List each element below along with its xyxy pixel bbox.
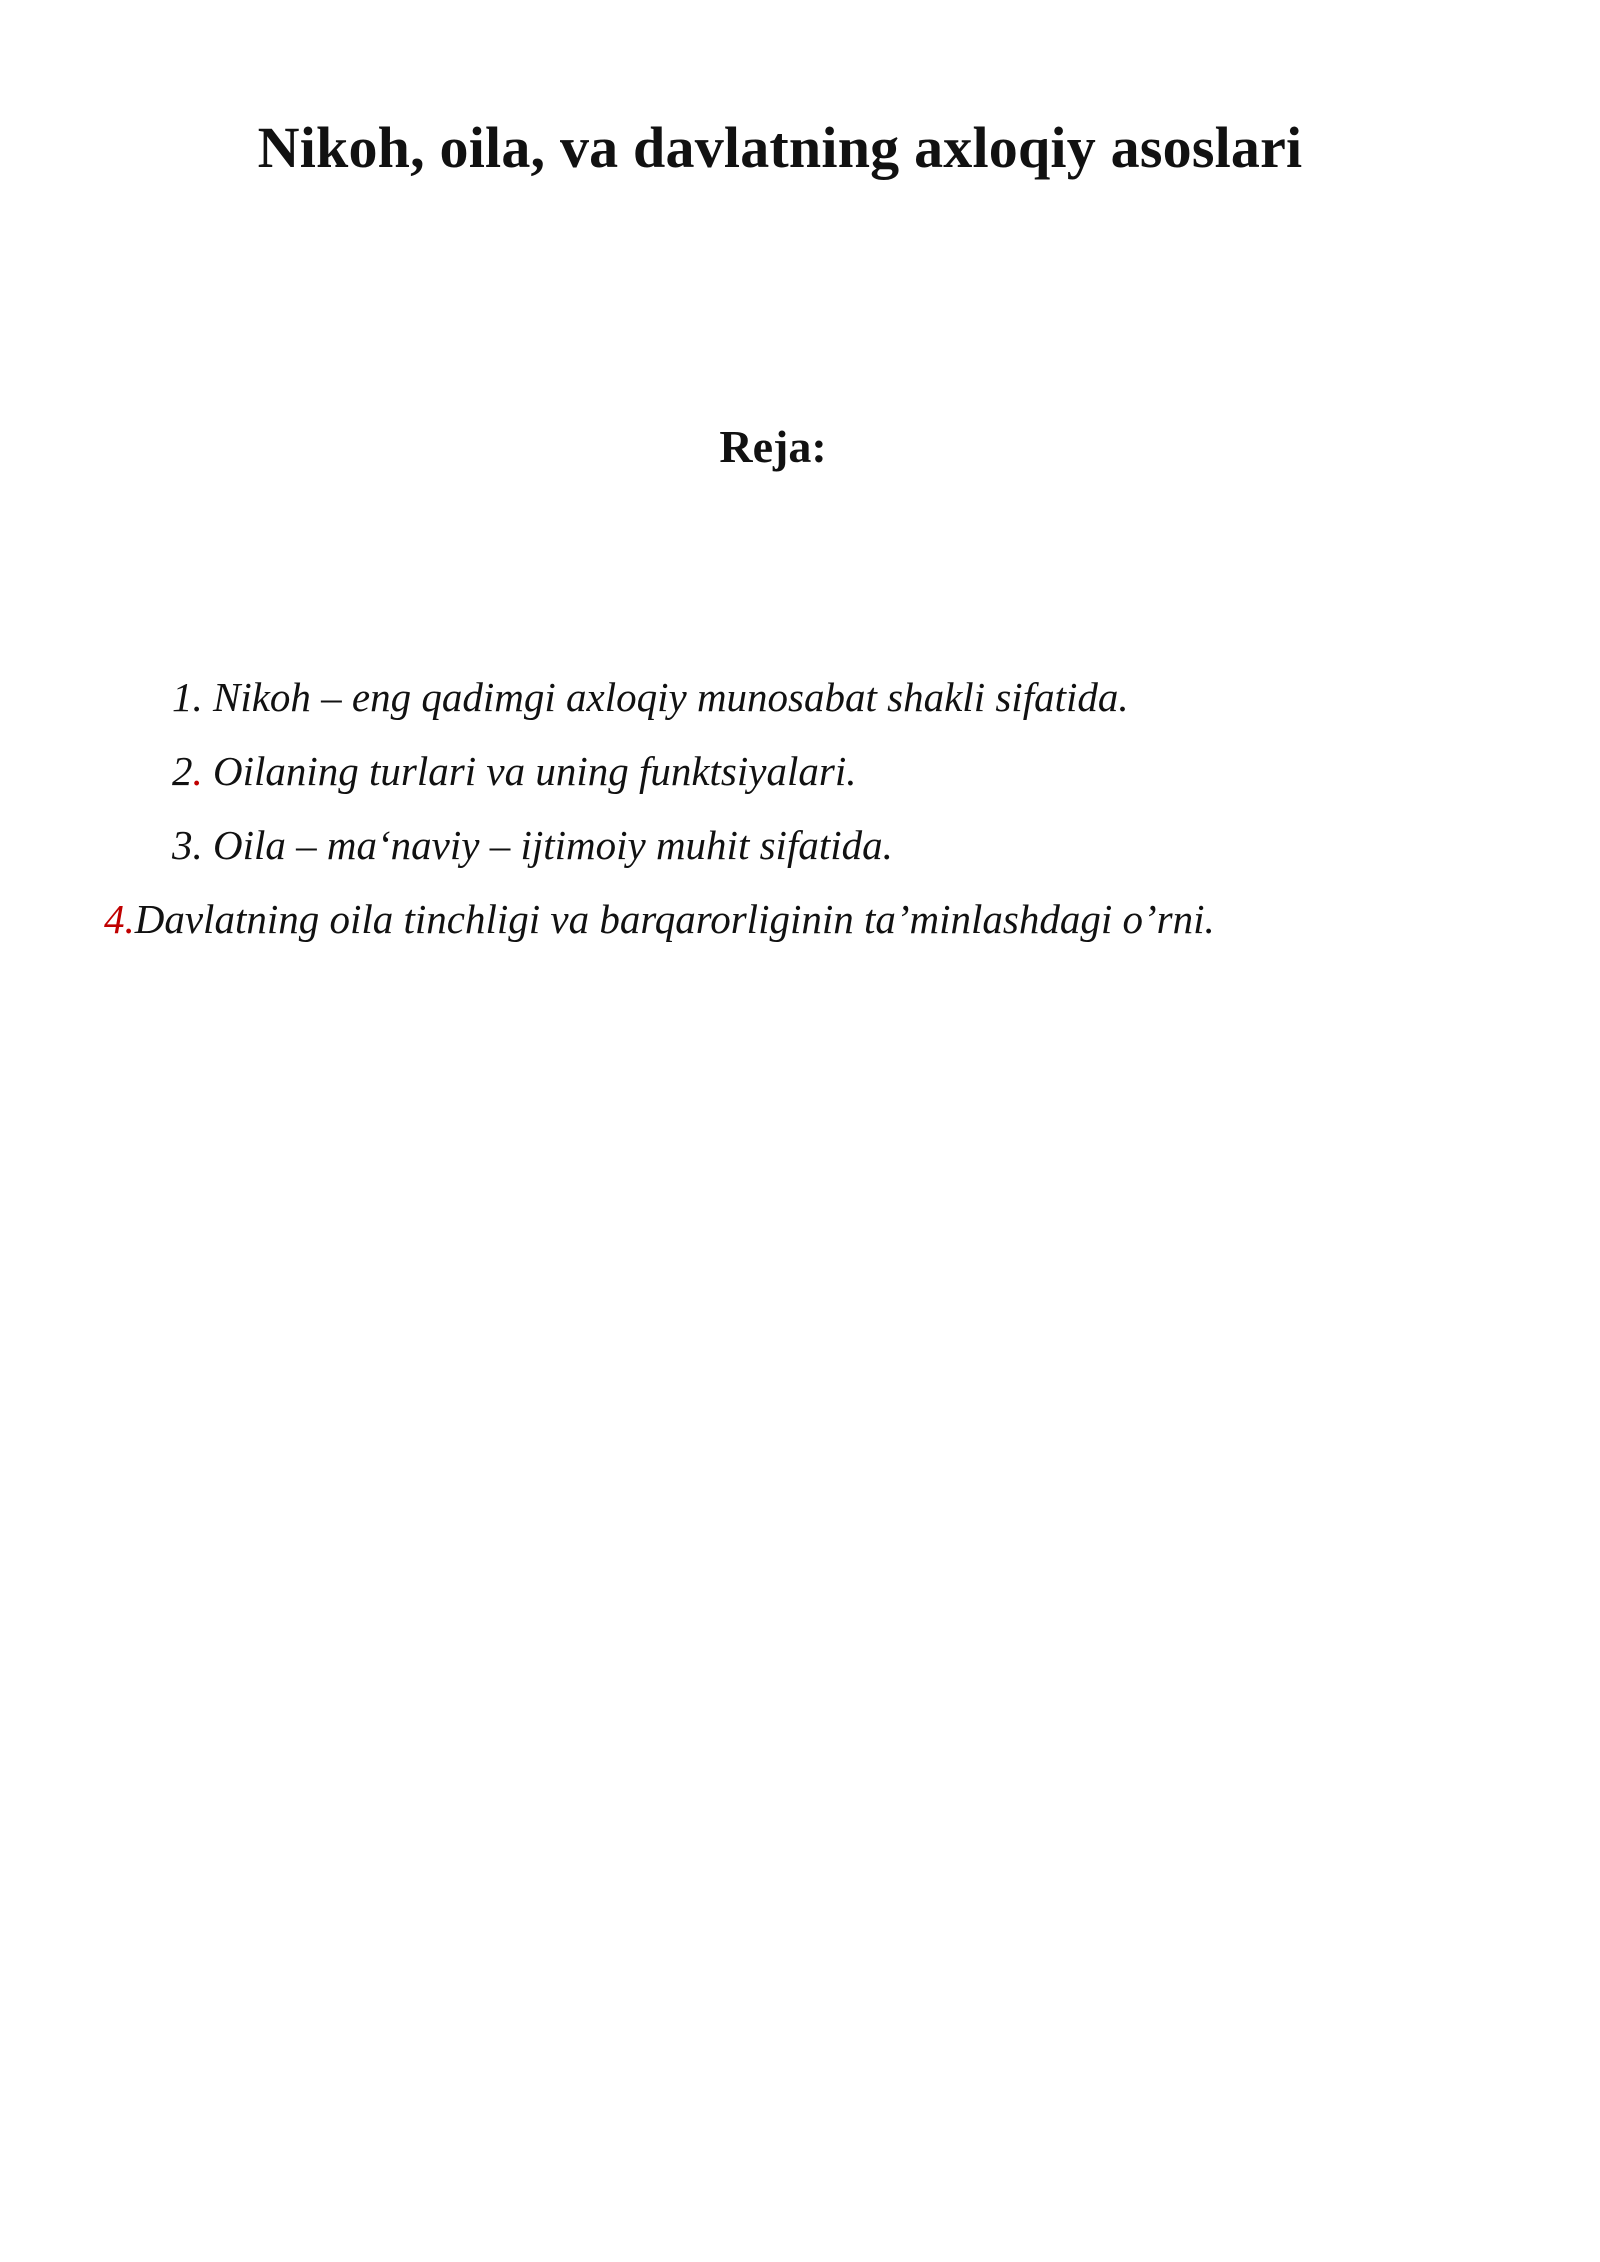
plan-item-text: Oilaning turlari va uning funktsiyalari. [213, 748, 857, 794]
document-title: Nikoh, oila, va davlatning axloqiy asoslari [257, 115, 1303, 180]
plan-item-1 [172, 671, 1129, 723]
plan-item-number: 2 [172, 748, 193, 794]
plan-item-text: Davlatning oila tinchligi va barqarorliginin ta’minlashdagi o’rni. [134, 896, 1215, 942]
plan-item-number: 1 [172, 674, 193, 720]
plan-item-2 [172, 745, 856, 797]
plan-item-separator: . [192, 674, 213, 720]
plan-item-separator: . [192, 822, 213, 868]
plan-item-number: 4 [104, 896, 125, 942]
plan-item-3 [172, 819, 893, 871]
plan-item-number: 3 [172, 822, 193, 868]
plan-item-text: Oila – ma‘naviy – ijtimoiy muhit sifatida. [213, 822, 893, 868]
plan-item-text: Nikoh – eng qadimgi axloqiy munosabat shakli sifatida. [213, 674, 1129, 720]
plan-item-4 [104, 893, 1215, 945]
plan-item-separator: . [124, 896, 135, 942]
plan-item-separator: . [192, 748, 213, 794]
plan-heading: Reja: [719, 421, 827, 472]
